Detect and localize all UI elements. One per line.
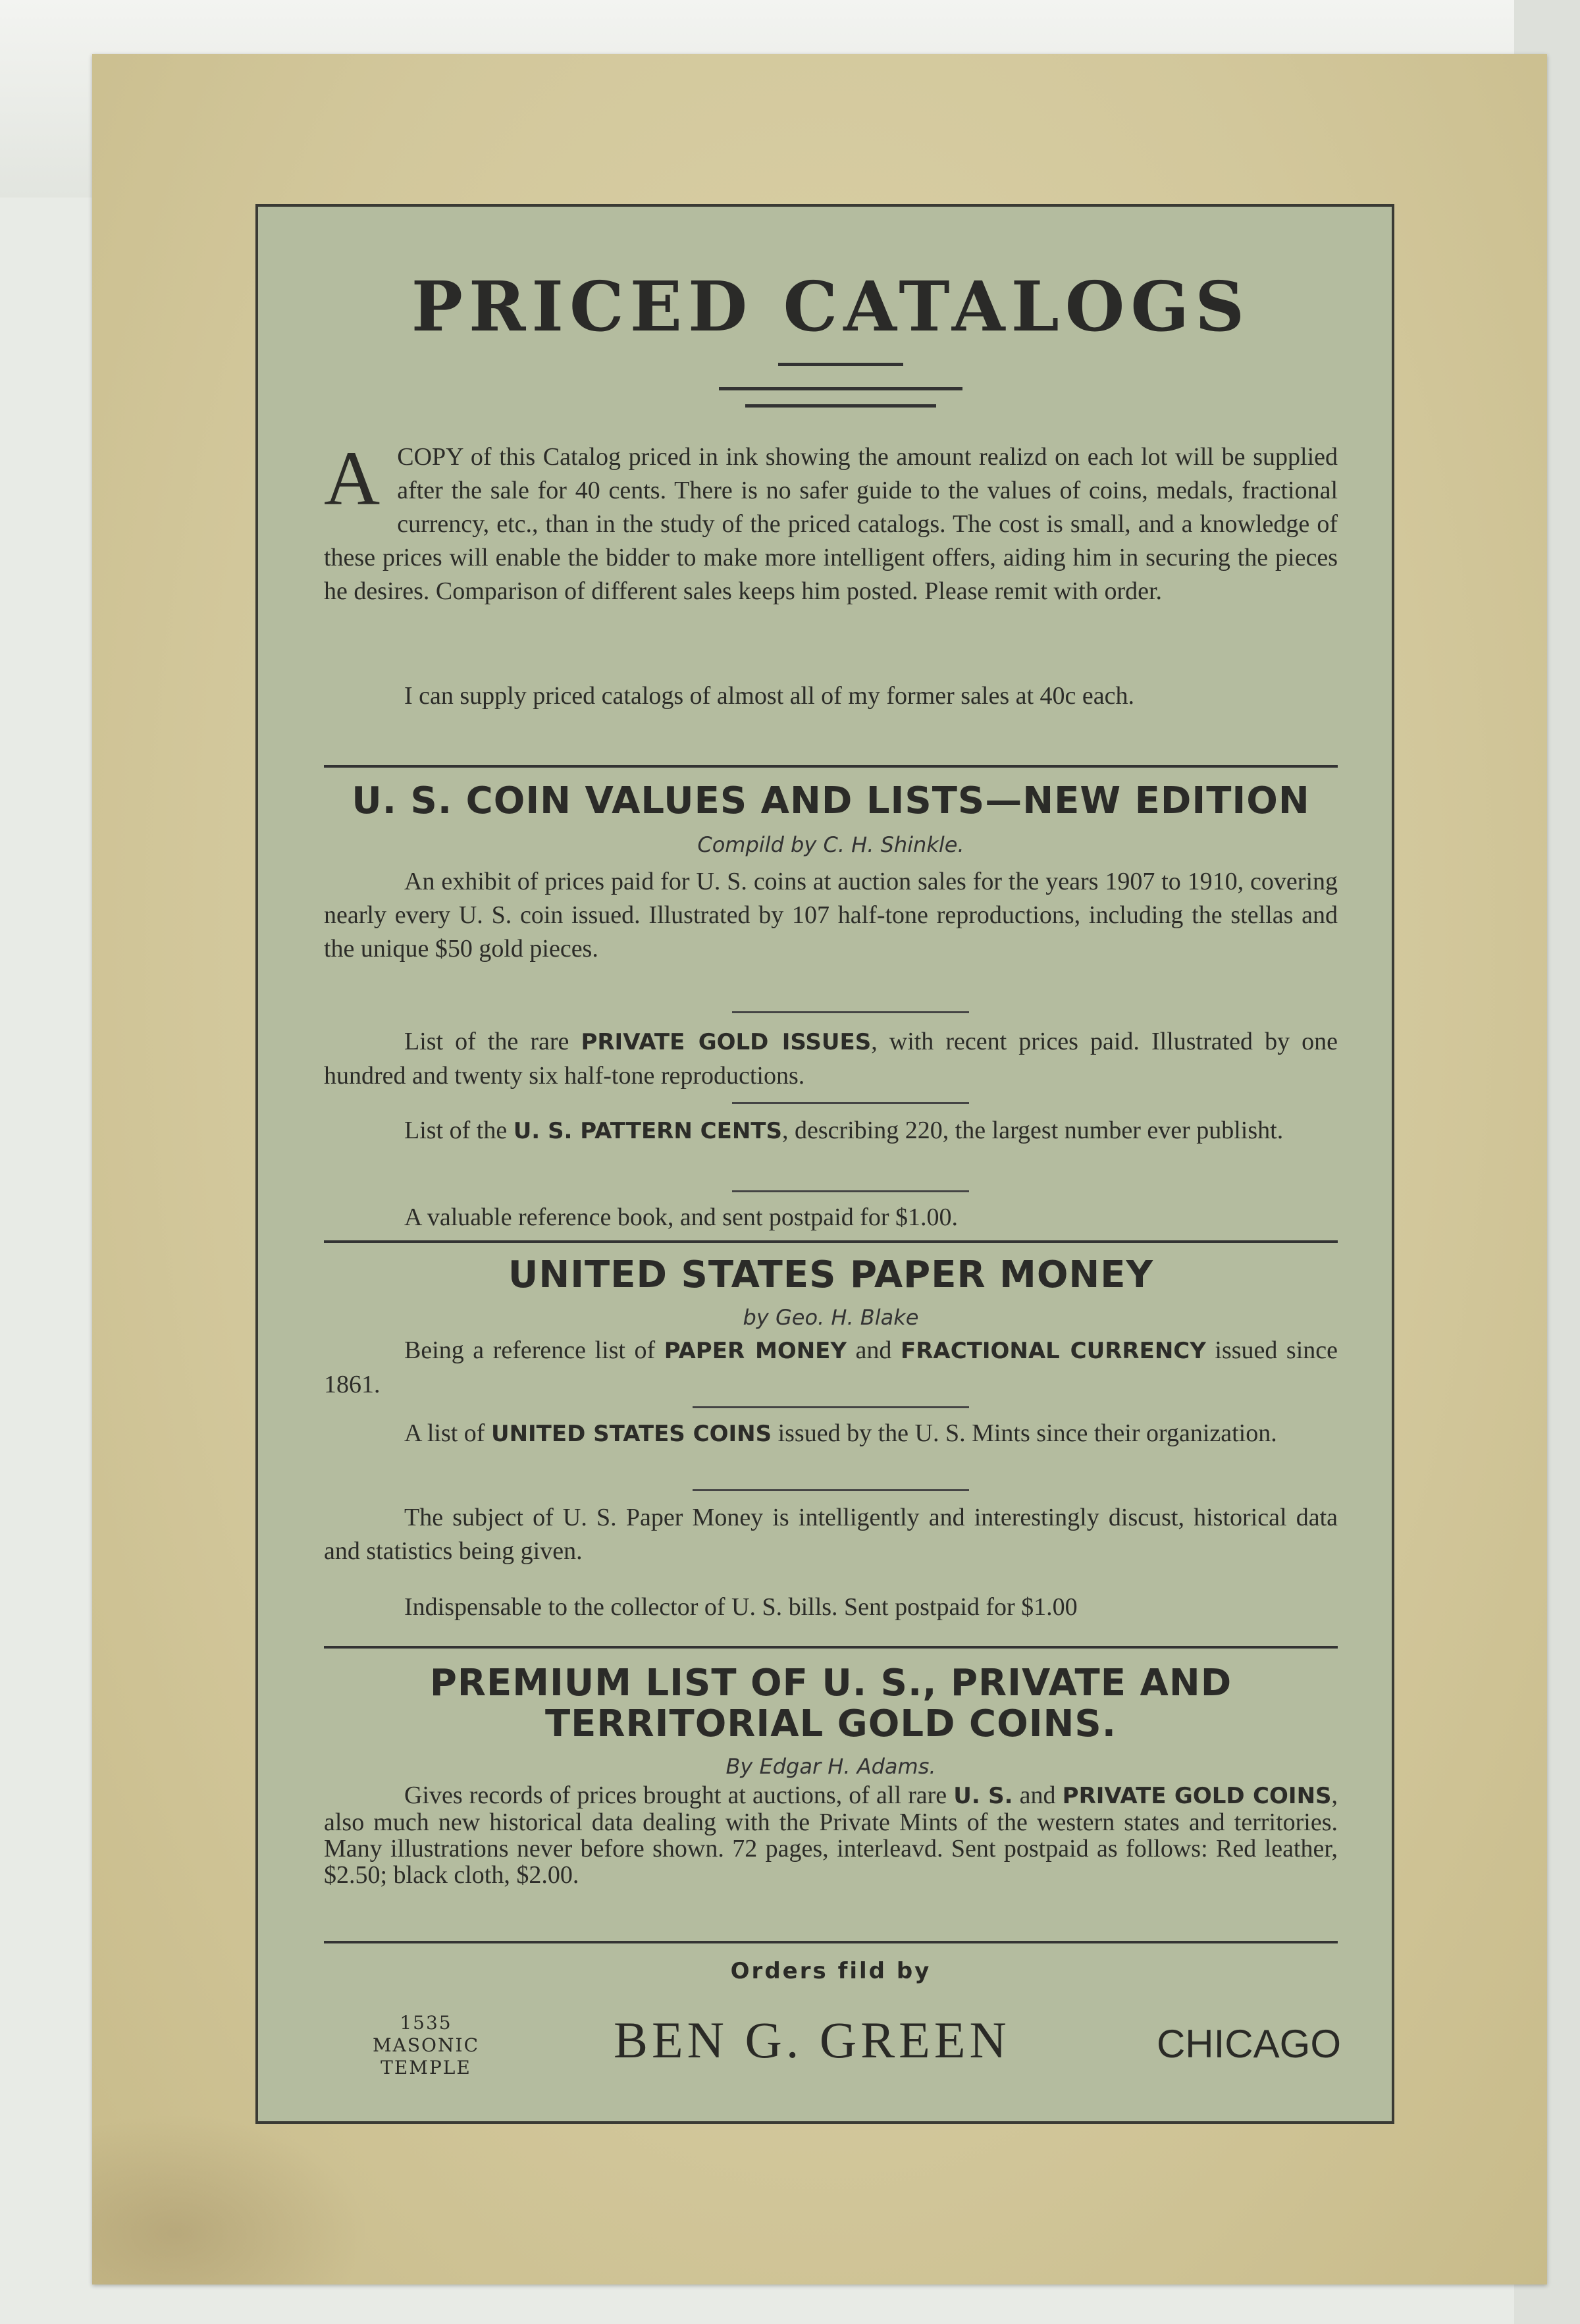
- emphasis: UNITED STATES COINS: [490, 1421, 772, 1447]
- page-title: PRICED CATALOGS: [411, 266, 1251, 347]
- section2-paragraph-4: Indispensable to the collector of U. S. bills. Sent postpaid for $1.00: [404, 1593, 1078, 1621]
- text: and: [847, 1336, 901, 1364]
- section3-byline: By Edgar H. Adams.: [725, 1754, 936, 1779]
- section1-paragraph-4: A valuable reference book, and sent postpaid for $1.00.: [404, 1203, 959, 1231]
- intro-paragraph-2: I can supply priced catalogs of almost all of my former sales at 40c each.: [404, 682, 1134, 710]
- emphasis: PRIVATE GOLD ISSUES: [581, 1029, 872, 1055]
- dealer-city: CHICAGO: [1156, 2022, 1341, 2066]
- text: , also much new historical data dealing with the Private Mints of the western states and territories. Many illustrations never before shown. 72 pages, interleavd. Sent postpaid as follows: Red leather, $2.50; black cloth, $2.00.: [324, 1782, 1338, 1889]
- text: Gives records of prices brought at auctions, of all rare: [404, 1782, 954, 1809]
- intro-paragraph: [324, 435, 1338, 608]
- section3-paragraph-1: [324, 1782, 1338, 1888]
- text: List of the: [404, 1117, 514, 1144]
- text: Being a reference list of: [404, 1336, 664, 1364]
- stain: [92, 2113, 369, 2284]
- address-number: 1535: [400, 2012, 452, 2034]
- section-divider-1: [324, 765, 1338, 768]
- heading-line: TERRITORIAL GOLD COINS.: [544, 1703, 1117, 1745]
- text: and: [1013, 1782, 1063, 1809]
- title-underline-3: [745, 404, 936, 408]
- dealer-name: BEN G. GREEN: [614, 2011, 1011, 2069]
- separator: [693, 1406, 969, 1408]
- emphasis: U. S. PATTERN CENTS: [513, 1118, 782, 1144]
- orders-label: Orders fild by: [730, 1958, 932, 1984]
- address: [324, 2012, 528, 2079]
- advertisement-frame: [255, 204, 1394, 2124]
- section1-paragraph-2: [324, 1025, 1338, 1093]
- drop-cap: A: [324, 435, 381, 521]
- text: , with recent prices paid. Illustrated by one hundred and twenty six half-tone reproductions.: [324, 1028, 1338, 1090]
- text: A list of: [404, 1419, 491, 1447]
- section2-paragraph-1: [324, 1334, 1338, 1402]
- title-underline-2: [719, 387, 962, 390]
- emphasis: FRACTIONAL CURRENCY: [900, 1338, 1206, 1364]
- section-divider-2: [324, 1240, 1338, 1243]
- emphasis: PRIVATE GOLD COINS: [1062, 1783, 1332, 1809]
- separator: [693, 1489, 969, 1491]
- section1-heading: U. S. COIN VALUES AND LISTS—NEW EDITION: [352, 779, 1310, 822]
- section1-paragraph-3: [324, 1114, 1338, 1148]
- separator: [732, 1190, 969, 1192]
- text: issued by the U. S. Mints since their organization.: [772, 1419, 1277, 1447]
- section2-paragraph-2: [324, 1417, 1338, 1451]
- section2-heading: UNITED STATES PAPER MONEY: [508, 1254, 1154, 1296]
- intro-text: COPY of this Catalog priced in ink showing the amount realizd on each lot will be supplied after the sale for 40 cents. There is no safer guide to the values of coins, medals, fractional currency, etc., than in the study of the priced catalogs. The cost is small, and a knowledge of these prices will enable the bidder to make more intelligent offers, aiding him in securing the pieces he desires. Comparison of different sales keeps him posted. Please remit with order.: [324, 443, 1338, 605]
- separator: [732, 1011, 969, 1013]
- section1-paragraph-1: An exhibit of prices paid for U. S. coins at auction sales for the years 1907 to 1910, covering nearly every U. S. coin issued. Illustrated by 107 half-tone reproductions, including the stellas and the unique $50 gold pieces.: [324, 868, 1338, 963]
- address-place: MASONIC TEMPLE: [372, 2034, 479, 2078]
- text: issued since 1861.: [324, 1336, 1338, 1398]
- section2-byline: by Geo. H. Blake: [743, 1305, 919, 1330]
- text: List of the rare: [404, 1028, 581, 1055]
- section-divider-4: [324, 1941, 1338, 1943]
- section3-heading: [324, 1663, 1338, 1745]
- section2-paragraph-3: The subject of U. S. Paper Money is intelligently and interestingly discust, historical data and statistics being given.: [324, 1504, 1338, 1565]
- text: , describing 220, the largest number ever publisht.: [781, 1117, 1284, 1144]
- separator: [732, 1102, 969, 1104]
- emphasis: PAPER MONEY: [664, 1338, 847, 1364]
- section-divider-3: [324, 1646, 1338, 1649]
- heading-line: PREMIUM LIST OF U. S., PRIVATE AND: [429, 1662, 1232, 1704]
- section1-byline: Compild by C. H. Shinkle.: [697, 832, 964, 857]
- title-underline-1: [778, 363, 903, 366]
- emphasis: U. S.: [953, 1783, 1013, 1809]
